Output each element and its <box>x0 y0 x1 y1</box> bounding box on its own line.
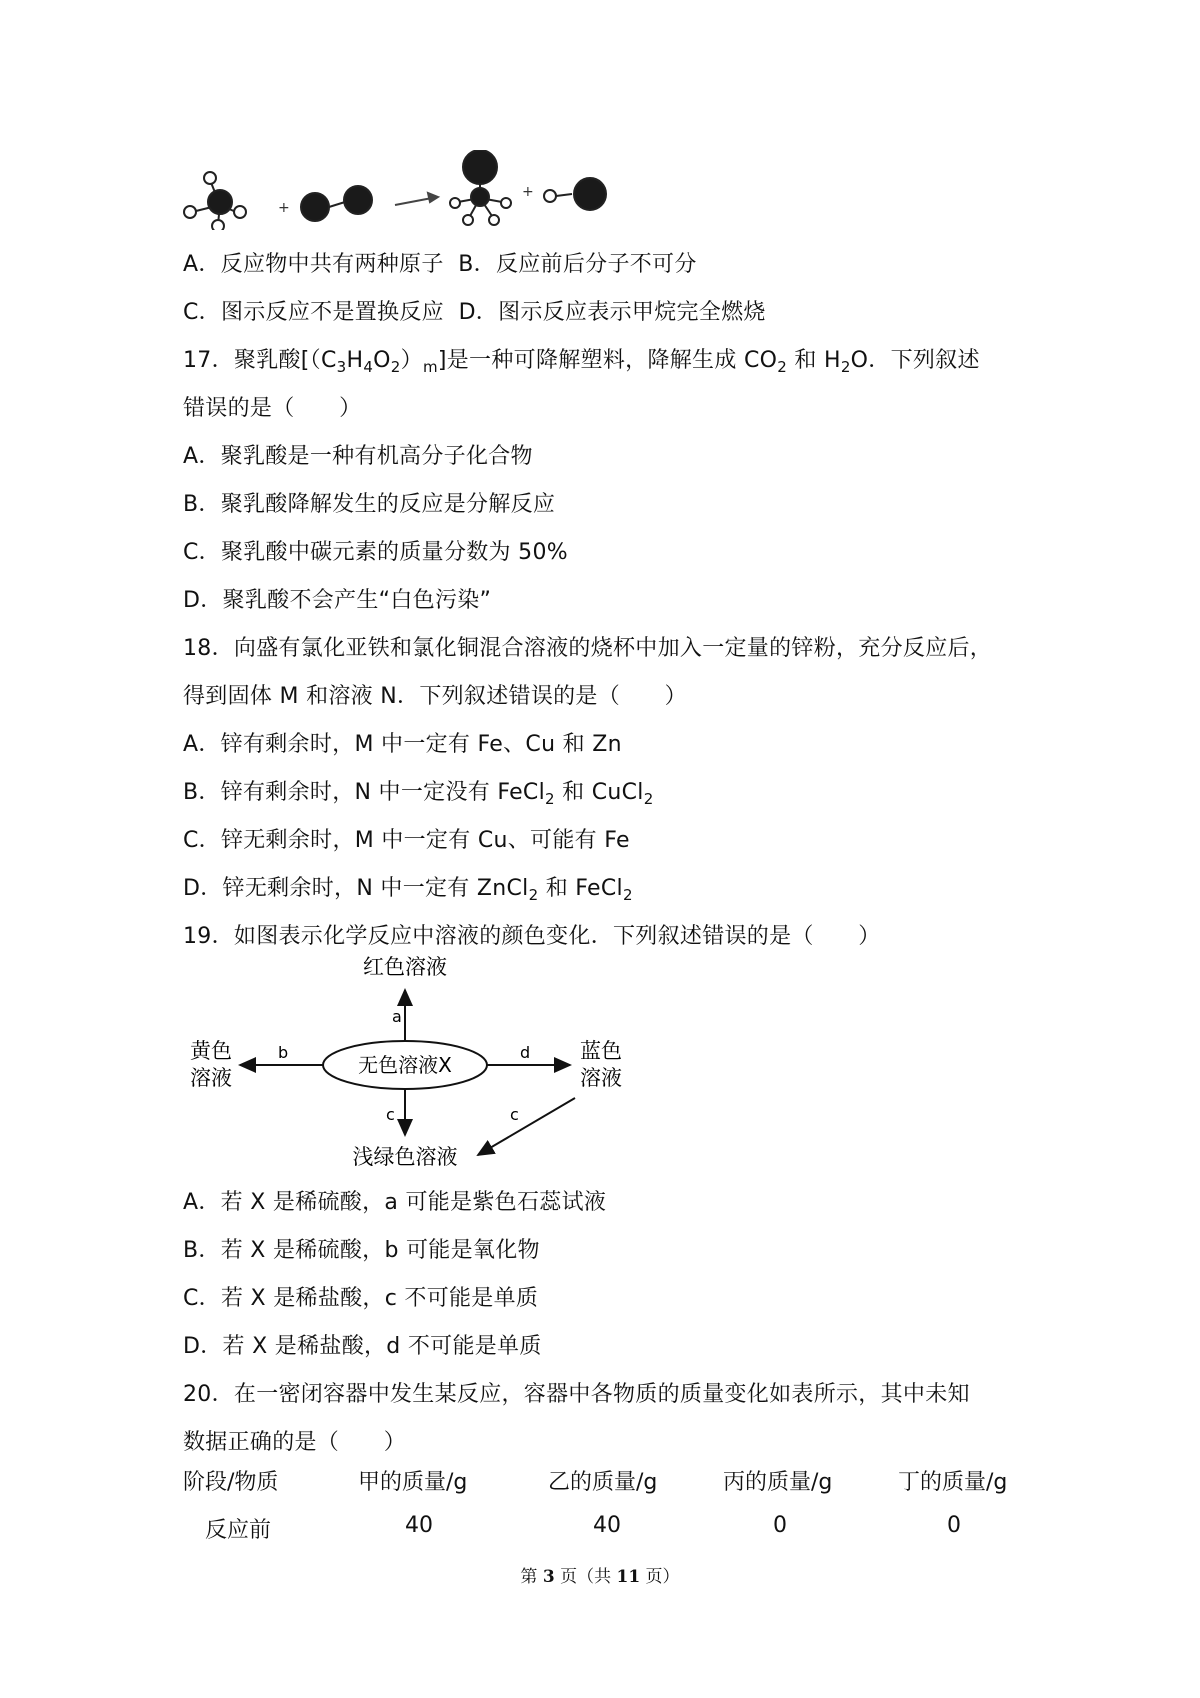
q18-text: 和 CuCl <box>554 780 644 805</box>
table-header: 丙的质量/g <box>723 1470 833 1495</box>
q17-text: O <box>373 348 391 373</box>
q20-stem-line2: 数据正确的是（ ） <box>183 1430 407 1455</box>
oxygen-molecule-1 <box>301 186 372 221</box>
q19-option-a: A．若 X 是稀硫酸，a 可能是紫色石蕊试液 <box>183 1190 607 1215</box>
q19-option-c: C．若 X 是稀盐酸，c 不可能是单质 <box>183 1286 539 1311</box>
table-cell: 0 <box>947 1513 961 1538</box>
label-b: b <box>278 1043 289 1062</box>
q17-option-c: C．聚乳酸中碳元素的质量分数为 50% <box>183 540 568 565</box>
plus-sign-2: + <box>522 184 534 200</box>
q17-text: H <box>346 348 364 373</box>
table-header: 乙的质量/g <box>548 1470 658 1495</box>
q17-stem-text: 17．聚乳酸[（C <box>183 348 337 373</box>
q17-sub: m <box>422 358 438 376</box>
reaction-arrow <box>395 193 438 205</box>
q17-stem <box>183 346 980 382</box>
q17-sub: 4 <box>363 358 374 376</box>
q17-text: ]是一种可降解塑料，降解生成 CO <box>437 348 778 373</box>
arrow-c-diagonal <box>478 1098 575 1155</box>
q17-text: O．下列叙述 <box>850 348 980 373</box>
q20-stem-line1: 20．在一密闭容器中发生某反应，容器中各物质的质量变化如表所示，其中未知 <box>183 1382 970 1407</box>
q17-sub: 3 <box>336 358 347 376</box>
table-header-row <box>183 1465 1043 1513</box>
q16-option-c: C．图示反应不是置换反应 <box>183 300 444 325</box>
q18-text: 和 FeCl <box>538 876 623 901</box>
left-label-line1: 黄色 <box>190 1039 232 1063</box>
bottom-label: 浅绿色溶液 <box>352 1145 458 1169</box>
q18-stem-line2: 得到固体 M 和溶液 N．下列叙述错误的是（ ） <box>183 684 687 709</box>
footer-total-pages: 11 <box>616 1567 641 1587</box>
q16-option-a: A．反应物中共有两种原子 <box>183 252 444 277</box>
table-cell: 反应前 <box>205 1518 272 1543</box>
color-change-diagram <box>180 950 640 1170</box>
q18-sub: 2 <box>528 886 539 904</box>
q17-option-b: B．聚乳酸降解发生的反应是分解反应 <box>183 492 556 517</box>
q16-option-d: D．图示反应表示甲烷完全燃烧 <box>458 300 766 325</box>
page-footer <box>0 1562 1200 1587</box>
q19-stem: 19．如图表示化学反应中溶液的颜色变化．下列叙述错误的是（ ） <box>183 924 881 949</box>
q19-option-b: B．若 X 是稀硫酸，b 可能是氧化物 <box>183 1238 540 1263</box>
table-row <box>183 1513 1043 1561</box>
table-header: 阶段/物质 <box>183 1470 279 1495</box>
q17-text: 和 H <box>787 348 841 373</box>
footer-text: 第 <box>520 1567 543 1587</box>
plus-sign: + <box>278 200 290 216</box>
footer-text: 页（共 <box>554 1567 617 1587</box>
table-header: 丁的质量/g <box>898 1470 1008 1495</box>
q18-text: D．锌无剩余时，N 中一定有 ZnCl <box>183 876 529 901</box>
q16-options-line1 <box>183 250 697 280</box>
q17-stem-line2: 错误的是（ ） <box>183 396 362 421</box>
q19-option-d: D．若 X 是稀盐酸，d 不可能是单质 <box>183 1334 542 1359</box>
q16-options-line2 <box>183 298 766 328</box>
table-cell: 0 <box>773 1513 787 1538</box>
q17-sub: 2 <box>777 358 788 376</box>
q17-sub: 2 <box>840 358 851 376</box>
q18-option-d <box>183 874 633 910</box>
right-label-line1: 蓝色 <box>580 1039 622 1063</box>
mass-table <box>183 1465 1043 1561</box>
q18-option-b <box>183 778 654 814</box>
q18-text: B．锌有剩余时，N 中一定没有 FeCl <box>183 780 545 805</box>
q18-sub: 2 <box>622 886 633 904</box>
label-d: d <box>520 1043 531 1062</box>
label-c1: c <box>386 1105 395 1124</box>
q18-option-c: C．锌无剩余时，M 中一定有 Cu、可能有 Fe <box>183 828 630 853</box>
q18-sub: 2 <box>643 790 654 808</box>
q18-option-a: A．锌有剩余时，M 中一定有 Fe、Cu 和 Zn <box>183 732 622 757</box>
label-c2: c <box>510 1105 519 1124</box>
right-label-line2: 溶液 <box>580 1066 622 1090</box>
q17-sub: 2 <box>390 358 401 376</box>
q18-stem-line1: 18．向盛有氯化亚铁和氯化铜混合溶液的烧杯中加入一定量的锌粉，充分反应后， <box>183 636 993 661</box>
oxygen-hydrogen-molecule <box>544 178 606 210</box>
center-label: 无色溶液X <box>358 1053 452 1077</box>
table-cell: 40 <box>593 1513 621 1538</box>
table-cell: 40 <box>405 1513 433 1538</box>
table-header: 甲的质量/g <box>358 1470 468 1495</box>
label-a: a <box>392 1007 402 1026</box>
q17-option-d: D．聚乳酸不会产生“白色污染” <box>183 588 492 613</box>
reaction-molecule-diagram <box>180 150 640 230</box>
q17-option-a: A．聚乳酸是一种有机高分子化合物 <box>183 444 533 469</box>
methane-molecule <box>184 172 246 230</box>
product-molecule <box>450 150 511 225</box>
footer-text: 页） <box>640 1567 680 1587</box>
q17-text: ） <box>400 348 423 373</box>
left-label-line2: 溶液 <box>190 1066 232 1090</box>
q16-option-b: B．反应前后分子不可分 <box>458 252 697 277</box>
top-label: 红色溶液 <box>363 955 447 979</box>
footer-page-number: 3 <box>542 1567 555 1587</box>
q18-sub: 2 <box>545 790 555 808</box>
